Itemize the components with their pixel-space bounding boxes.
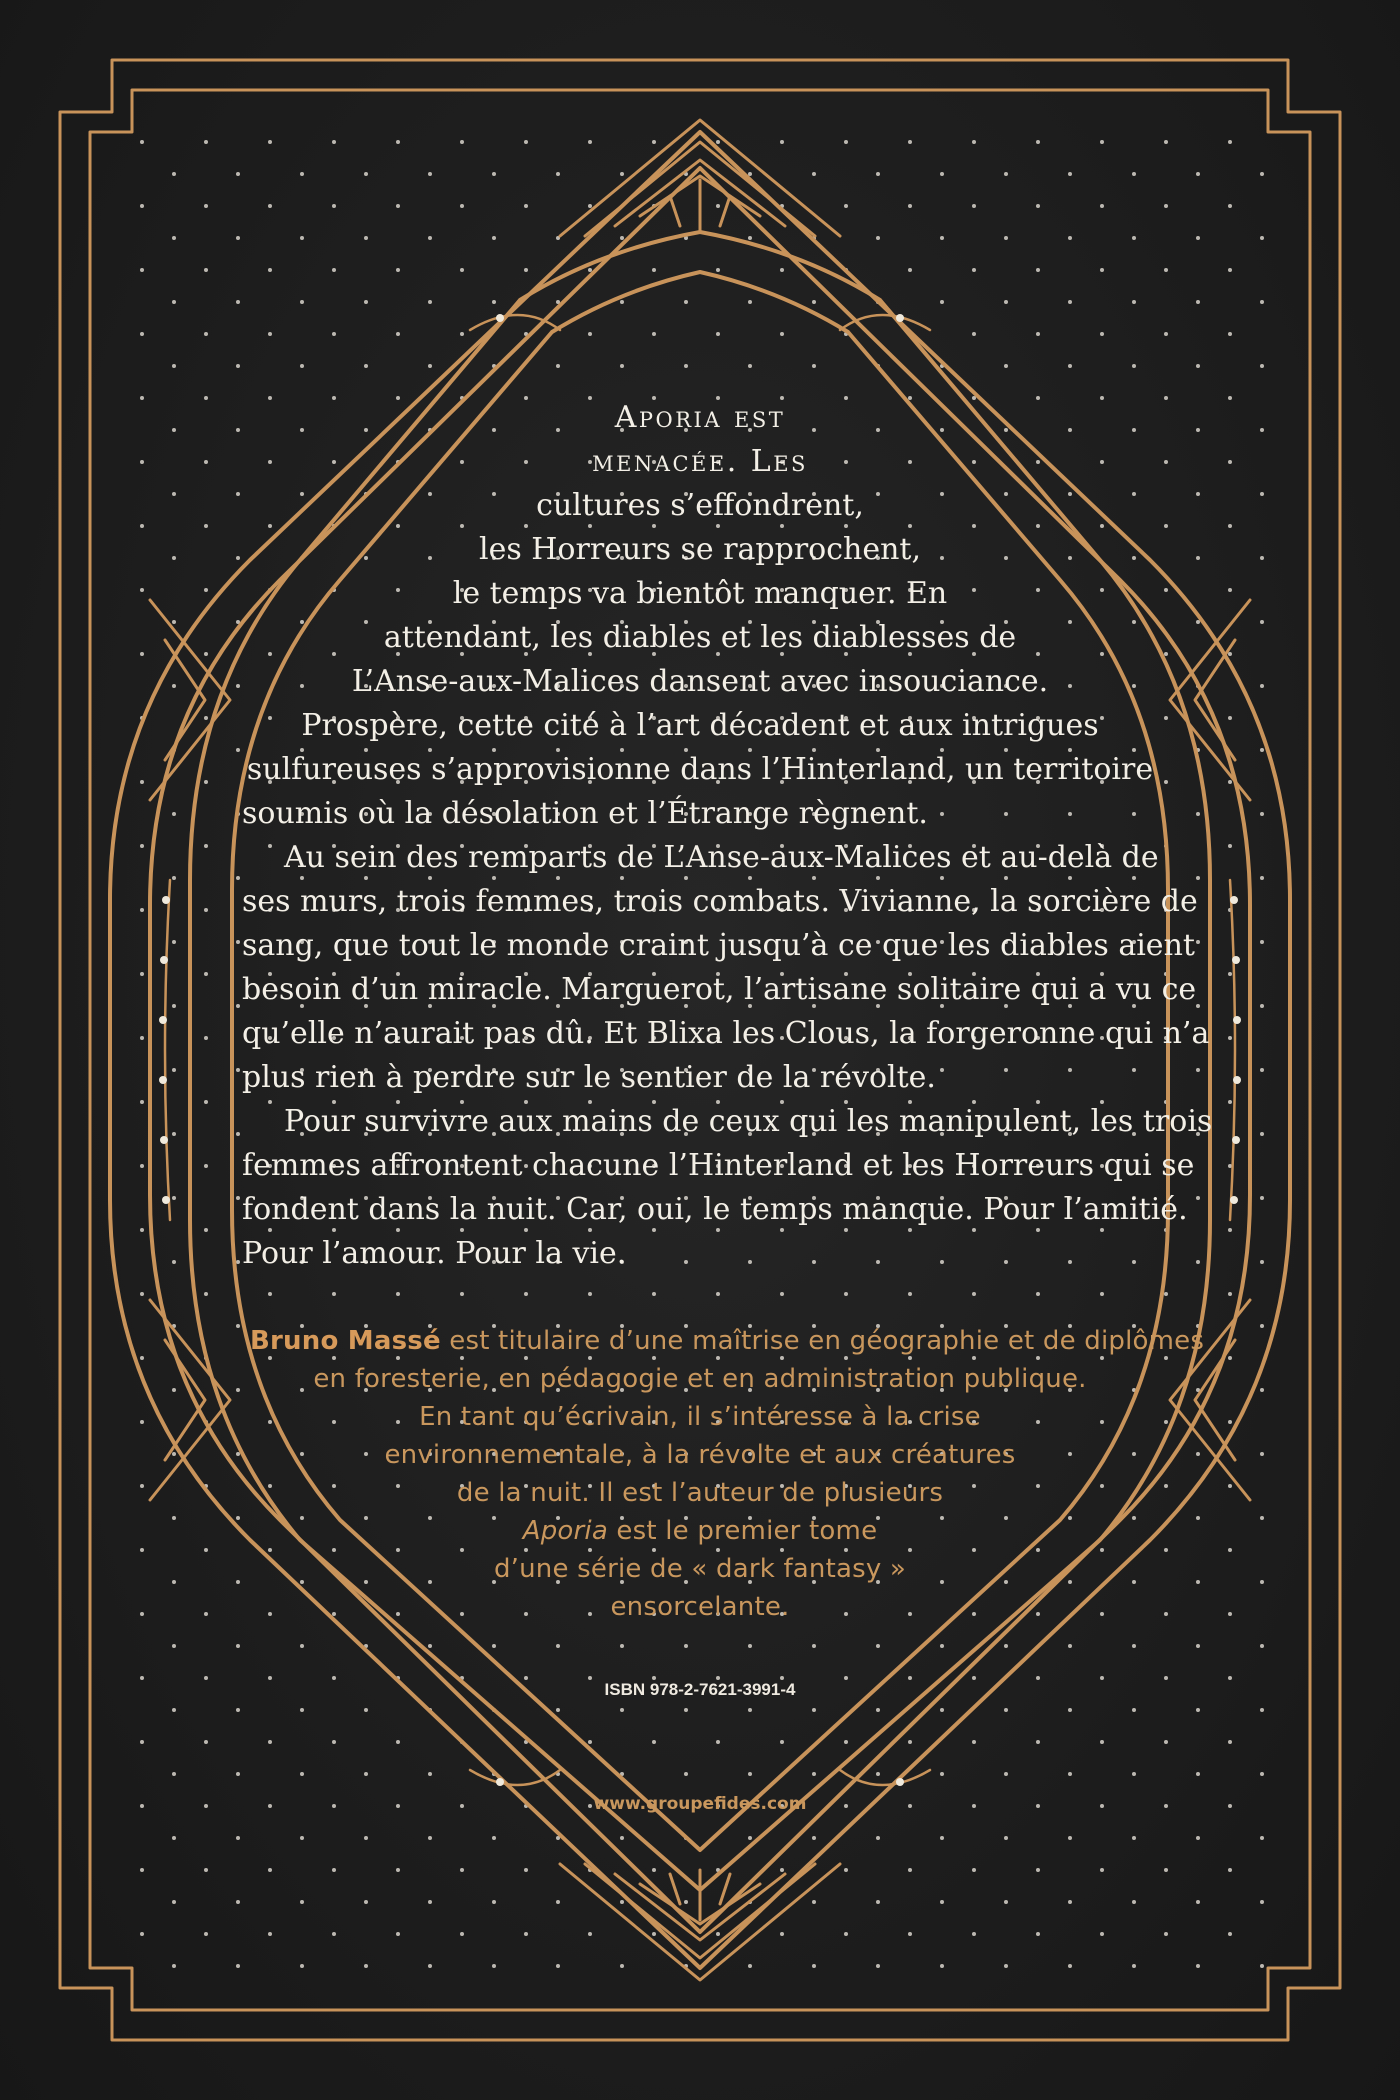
book-title: Aporia — [522, 1516, 608, 1546]
blurb-line: fondent dans la nuit. Car, oui, le temps manque. Pour l’amitié. — [242, 1192, 1188, 1227]
blurb-line: besoin d’un miracle. Marguerot, l’artisane solitaire qui a vu ce — [242, 972, 1197, 1007]
blurb-line: sulfureuses s’approvisionne dans l’Hinterland, un territoire — [246, 752, 1154, 787]
blurb-paragraph-2 — [200, 836, 1210, 1100]
bio-line: d’une série de « dark fantasy » — [493, 1554, 907, 1584]
bio-line: En tant qu’écrivain, il s’intéresse à la crise — [419, 1402, 981, 1432]
bio-line: ensorcelante. — [610, 1592, 790, 1622]
blurb-line: les Horreurs se rapprochent, — [478, 532, 922, 567]
bio-line: en foresterie, en pédagogie et en administration publique. — [313, 1364, 1087, 1394]
blurb-line: Aporia est — [614, 400, 786, 435]
publisher-website: www.groupefides.com — [593, 1794, 807, 1814]
blurb-line: attendant, les diables et les diablesses de — [383, 620, 1017, 655]
bio-line: Bruno Massé est titulaire d’une maîtrise en géographie et de diplômes — [250, 1326, 1205, 1356]
blurb-line: qu’elle n’aurait pas dû. Et Blixa les Clous, la forgeronne qui n’a — [242, 1016, 1210, 1051]
blurb-line: L’Anse-aux-Malices dansent avec insouciance. — [351, 664, 1049, 699]
blurb-line: cultures s’effondrent, — [536, 488, 864, 523]
blurb-line: plus rien à perdre sur le sentier de la révolte. — [242, 1060, 936, 1095]
author-bio — [250, 1322, 1205, 1626]
blurb-paragraph-1 — [200, 396, 1200, 836]
blurb-line: le temps va bientôt manquer. En — [452, 576, 948, 611]
blurb-line: Pour survivre aux mains de ceux qui les manipulent, les trois — [284, 1104, 1213, 1139]
blurb-line: menacée. Les — [592, 444, 808, 479]
bio-line: Aporia est le premier tome — [522, 1516, 878, 1546]
blurb-line: Prospère, cette cité à l’art décadent et aux intrigues — [301, 708, 1099, 743]
author-name: Bruno Massé — [250, 1326, 441, 1356]
book-blurb — [200, 396, 1213, 1276]
bio-line: de la nuit. Il est l’auteur de plusieurs — [456, 1478, 944, 1508]
blurb-line: ses murs, trois femmes, trois combats. Vivianne, la sorcière de — [242, 884, 1198, 919]
isbn-label: ISBN 978-2-7621-3991-4 — [604, 1680, 796, 1699]
blurb-line: Pour l’amour. Pour la vie. — [242, 1236, 627, 1271]
bio-line: environnementale, à la révolte et aux créatures — [384, 1440, 1016, 1470]
blurb-line: soumis où la désolation et l’Étrange règnent. — [242, 796, 928, 831]
blurb-line: Au sein des remparts de L’Anse-aux-Malices et au-delà de — [284, 840, 1159, 875]
blurb-line: femmes affrontent chacune l’Hinterland et les Horreurs qui se — [242, 1148, 1195, 1183]
blurb-paragraph-3 — [200, 1100, 1213, 1276]
blurb-line: sang, que tout le monde craint jusqu’à ce que les diables aient — [242, 928, 1195, 963]
